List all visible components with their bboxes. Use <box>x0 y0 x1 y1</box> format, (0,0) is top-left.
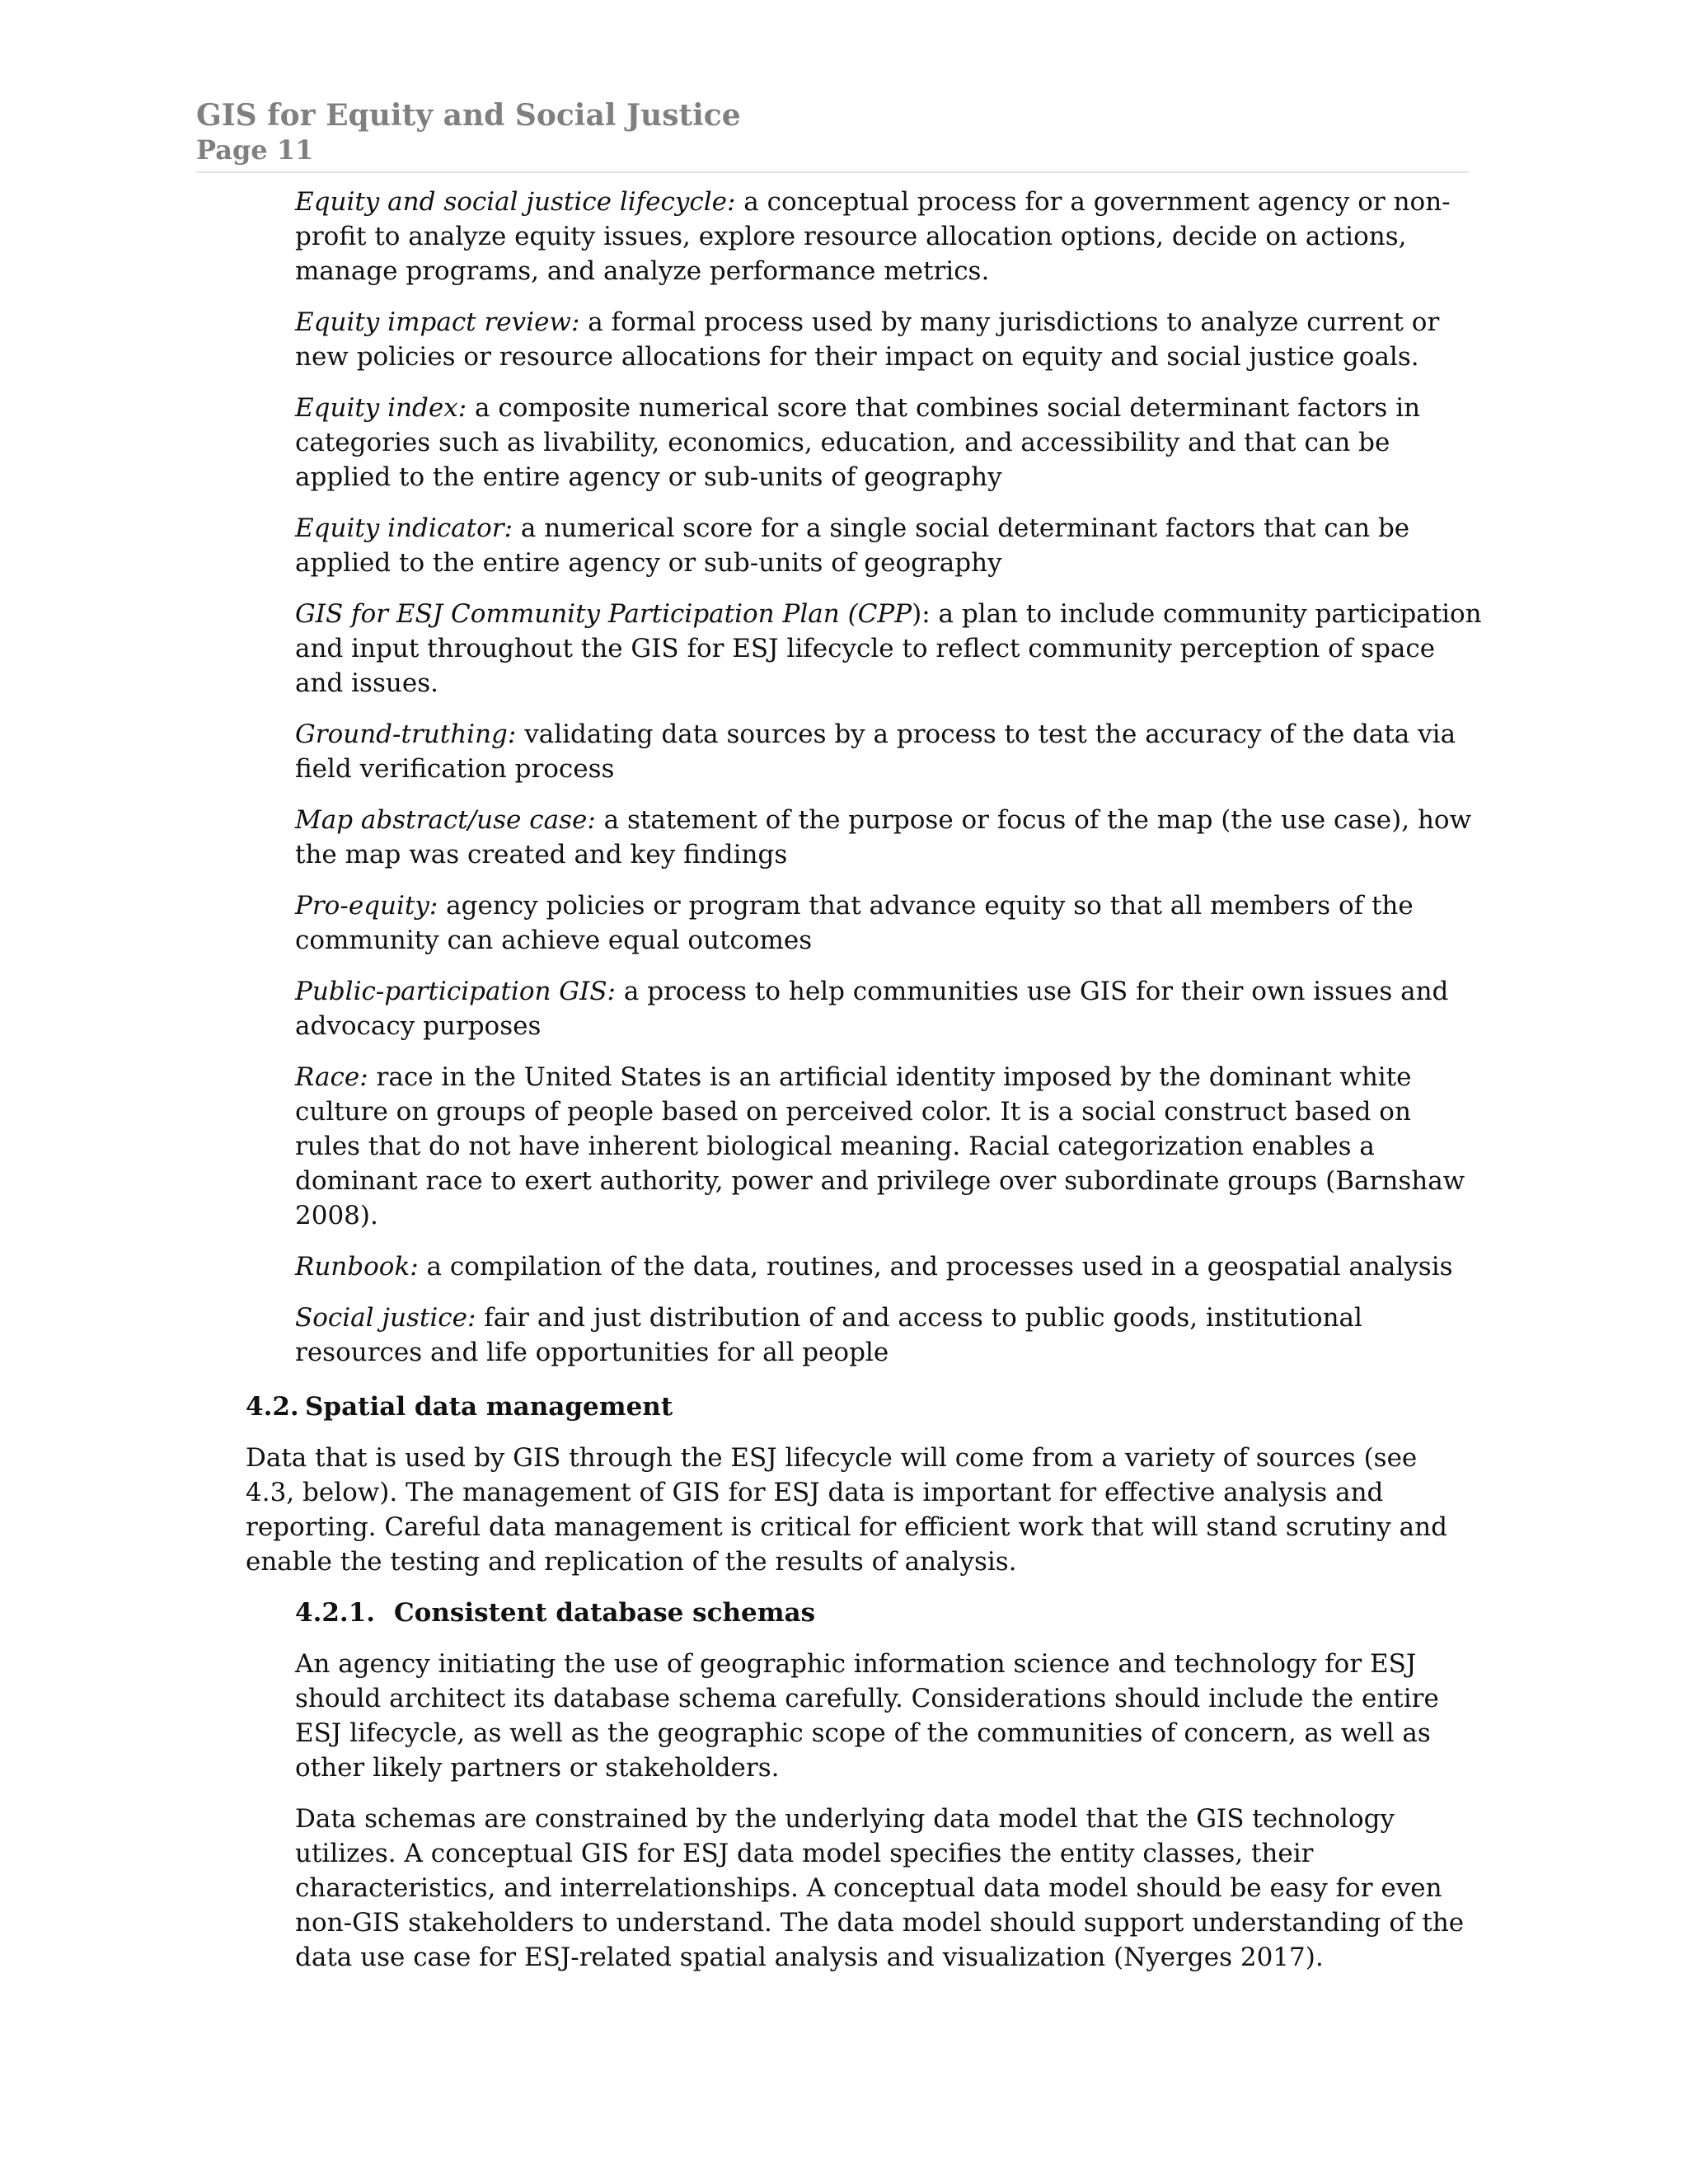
glossary-entry <box>295 717 1482 786</box>
glossary-term: Social justice: <box>295 1303 476 1333</box>
glossary-entry <box>295 803 1482 872</box>
glossary-term: Equity and social justice lifecycle: <box>295 187 736 217</box>
section-paragraph: Data that is used by GIS through the ESJ lifecycle will come from a variety of sources (see 4.3, below). The management of GIS for ESJ data is important for effective analysis and reporting. Careful data management is critical for efficient work that will stand scrutiny and enable the testing and replication of the results of analysis. <box>246 1443 1447 1577</box>
glossary-term: Map abstract/use case: <box>295 805 596 835</box>
glossary-entry <box>295 305 1482 374</box>
glossary-term: Public-participation GIS: <box>295 977 616 1006</box>
glossary-entry <box>295 597 1482 701</box>
glossary-definition: a process to help communities use GIS for their own issues and advocacy purposes <box>295 977 1449 1041</box>
subsection-paragraph: An agency initiating the use of geographic information science and technology for ESJ should architect its database schema carefully. Considerations should include the entire ESJ lifecycle, as well as the geographic scope of the communities of concern, as well as other likely partners or stakeholders. <box>295 1649 1439 1783</box>
glossary-term: Ground-truthing: <box>295 719 517 749</box>
glossary-definition: ): a plan to include community participation and input throughout the GIS for ESJ lifecycle to reflect community perception of space and issues. <box>295 599 1482 698</box>
glossary-definition: a formal process used by many jurisdictions to analyze current or new policies or resource allocations for their impact on equity and social justice goals. <box>295 307 1440 372</box>
glossary-entry <box>295 1249 1482 1284</box>
section-heading <box>246 1390 1688 1424</box>
header-divider <box>196 171 1469 173</box>
glossary-term: GIS for ESJ Community Participation Plan (CPP <box>295 599 912 629</box>
subsection-title: Consistent database schemas <box>394 1598 816 1628</box>
header-title: GIS for Equity and Social Justice <box>196 98 741 133</box>
header-page-number: Page 11 <box>196 134 314 166</box>
glossary-term: Runbook: <box>295 1252 419 1282</box>
glossary-entry <box>295 185 1482 288</box>
glossary-entry <box>295 391 1482 494</box>
glossary-list <box>295 185 1482 1370</box>
glossary-definition: a composite numerical score that combines social determinant factors in categories such as livability, economics, education, and accessibility and that can be applied to the entire agency or sub-units of geography <box>295 393 1421 492</box>
glossary-definition: fair and just distribution of and access to public goods, institutional resources and life opportunities for all people <box>295 1303 1362 1367</box>
section-title: Spatial data management <box>305 1392 673 1422</box>
glossary-definition: agency policies or program that advance equity so that all members of the community can achieve equal outcomes <box>295 891 1414 955</box>
page-body <box>0 185 1688 1991</box>
glossary-entry <box>295 974 1482 1043</box>
section-number: 4.2. <box>246 1392 299 1422</box>
glossary-term: Equity impact review: <box>295 307 580 337</box>
subsection-heading <box>295 1596 1688 1630</box>
glossary-entry <box>295 1060 1482 1233</box>
glossary-entry <box>295 1301 1482 1370</box>
subsection-paragraph: Data schemas are constrained by the underlying data model that the GIS technology utilizes. A conceptual GIS for ESJ data model specifies the entity classes, their characteristics, and interrelationships. A conceptual data model should be easy for even non-GIS stakeholders to understand. The data model should support understanding of the data use case for ESJ-related spatial analysis and visualization (Nyerges 2017). <box>295 1804 1465 1972</box>
glossary-definition: race in the United States is an artificial identity imposed by the dominant white culture on groups of people based on perceived color. It is a social construct based on rules that do not have inherent biological meaning. Racial categorization enables a dominant race to exert authority, power and privilege over subordinate groups (Barnshaw 2008). <box>295 1062 1465 1230</box>
glossary-term: Race: <box>295 1062 368 1092</box>
glossary-definition: a compilation of the data, routines, and processes used in a geospatial analysis <box>418 1252 1453 1282</box>
running-header <box>196 97 741 166</box>
glossary-definition: a numerical score for a single social determinant factors that can be applied to the entire agency or sub-units of geography <box>295 513 1410 578</box>
glossary-entry <box>295 888 1482 958</box>
glossary-definition: a conceptual process for a government agency or non-profit to analyze equity issues, explore resource allocation options, decide on actions, manage programs, and analyze performance metrics. <box>295 187 1451 286</box>
glossary-definition: validating data sources by a process to test the accuracy of the data via field verification process <box>295 719 1456 784</box>
glossary-entry <box>295 511 1482 580</box>
glossary-term: Equity index: <box>295 393 467 423</box>
glossary-term: Equity indicator: <box>295 513 513 543</box>
glossary-term: Pro-equity: <box>295 891 438 921</box>
glossary-definition: a statement of the purpose or focus of the map (the use case), how the map was created and key findings <box>295 805 1472 869</box>
subsection-number: 4.2.1. <box>295 1598 376 1628</box>
